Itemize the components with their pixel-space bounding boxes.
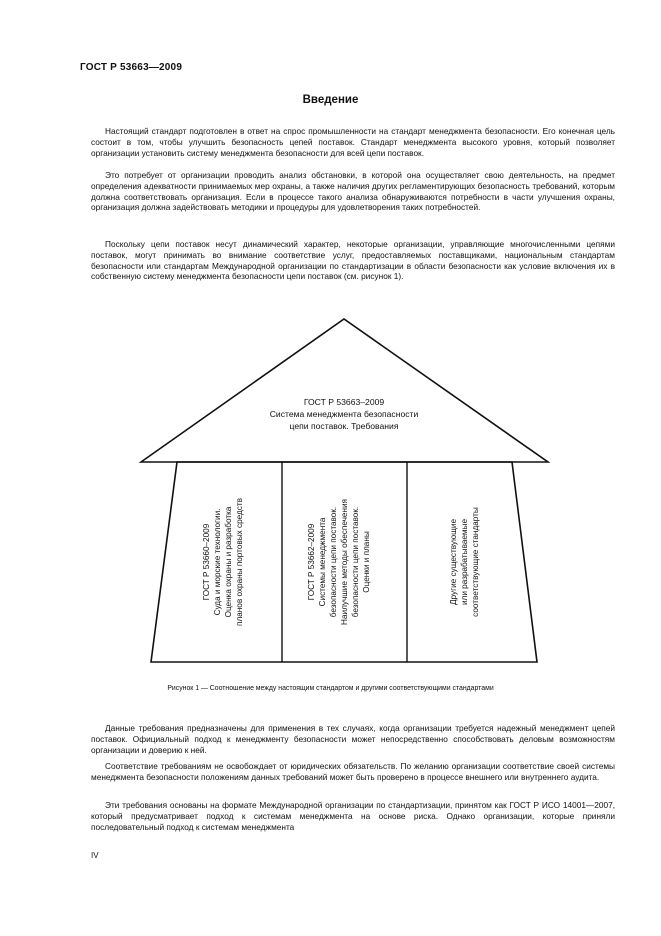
pillar-line: Наилучшие методы обеспечения — [340, 499, 349, 625]
pillar-line: ГОСТ Р 53660–2009 — [202, 523, 211, 601]
pillar-line: или разрабатываемые — [460, 518, 469, 606]
pillar-line: Оценка охраны и разработка — [224, 506, 233, 618]
paragraph-3: Поскольку цепи поставок несут динамический характер, некоторые организации, управляющие многочисленными цепями поставок, могут принимать во внимание соответствие услуг, предоставляемых поставщиками, национальным стандартам безопасности или стандартам Международной организации по стандартизации в области безопасности как условие включения их в собственную систему менеджмента безопасности цепи поставок (см. рисунок 1). — [91, 239, 615, 282]
roof-line: Система менеджмента безопасности — [269, 409, 419, 419]
figure-caption: Рисунок 1 — Соотношение между настоящим стандартом и другими соответствующими стандартами — [167, 685, 494, 692]
pillar-line: соответствующие стандарты — [471, 507, 480, 617]
paragraph-1: Настоящий стандарт подготовлен в ответ на спрос промышленности на стандарт менеджмента безопасности. Его конечная цель состоит в том, чтобы улучшить безопасность цепей поставок. Стандарт менеджмента высокого уровня, который позволяет организации установить систему менеджмента безопасности для всей цепи поставок. — [91, 126, 615, 158]
pillar-line: безопасности цепи поставок. — [329, 506, 338, 618]
pillar-2 — [307, 499, 371, 625]
pillar-3 — [449, 507, 480, 617]
paragraph-4: Данные требования предназначены для применения в тех случаях, когда организации требуется надежный менеджмент цепей поставок. Официальный подход к менеджменту безопасности может непосредственно способствовать деловым возможностям организации и доверию к ней. — [91, 723, 615, 755]
pillar-line: планов охраны портовых средств — [235, 498, 244, 626]
page-number: IV — [91, 851, 99, 860]
pillar-line: ГОСТ Р 53662–2009 — [307, 523, 316, 601]
paragraph-6: Эти требования основаны на формате Международной организации по стандартизации, принятом как ГОСТ Р ИСО 14001—2007, который предусматривает подход к системам менеджмента на основе риска. Однако организации, которые приняли последовательный подход к системам менеджмента — [91, 800, 615, 832]
section-title: Введение — [302, 94, 359, 106]
pillar-line: безопасности цепи поставок. — [351, 506, 360, 618]
pillar-line: Другие существующие — [449, 519, 458, 605]
pillar-line: Суда и морские технологии. — [213, 508, 222, 616]
roof-line: ГОСТ Р 53663–2009 — [303, 397, 385, 407]
pillar-line: Системы менеджмента — [318, 517, 327, 607]
paragraph-5: Соответствие требованиям не освобождает от юридических обязательств. По желанию организации соответствие своей системы менеджмента безопасности положениям данных требований может быть проверено в процессе внешнего или внутреннего аудита. — [91, 761, 615, 782]
pillar-line: Оценки и планы — [362, 531, 371, 593]
document-header: ГОСТ Р 53663—2009 — [80, 62, 183, 73]
roof-line: цепи поставок. Требования — [289, 421, 399, 431]
pillar-1 — [202, 498, 244, 626]
paragraph-2: Это потребует от организации проводить анализ обстановки, в которой она осуществляет свою деятельность, на предмет определения адекватности принимаемых мер охраны, а также наличия других регламентирующих безопасность требований, которым должна соответствовать организация. Если в процессе такого анализа обнаруживаются потребности в части улучшения охраны, организация должна задействовать методики и процедуры для удовлетворения таких потребностей. — [91, 170, 615, 213]
roof-outline — [141, 319, 548, 462]
